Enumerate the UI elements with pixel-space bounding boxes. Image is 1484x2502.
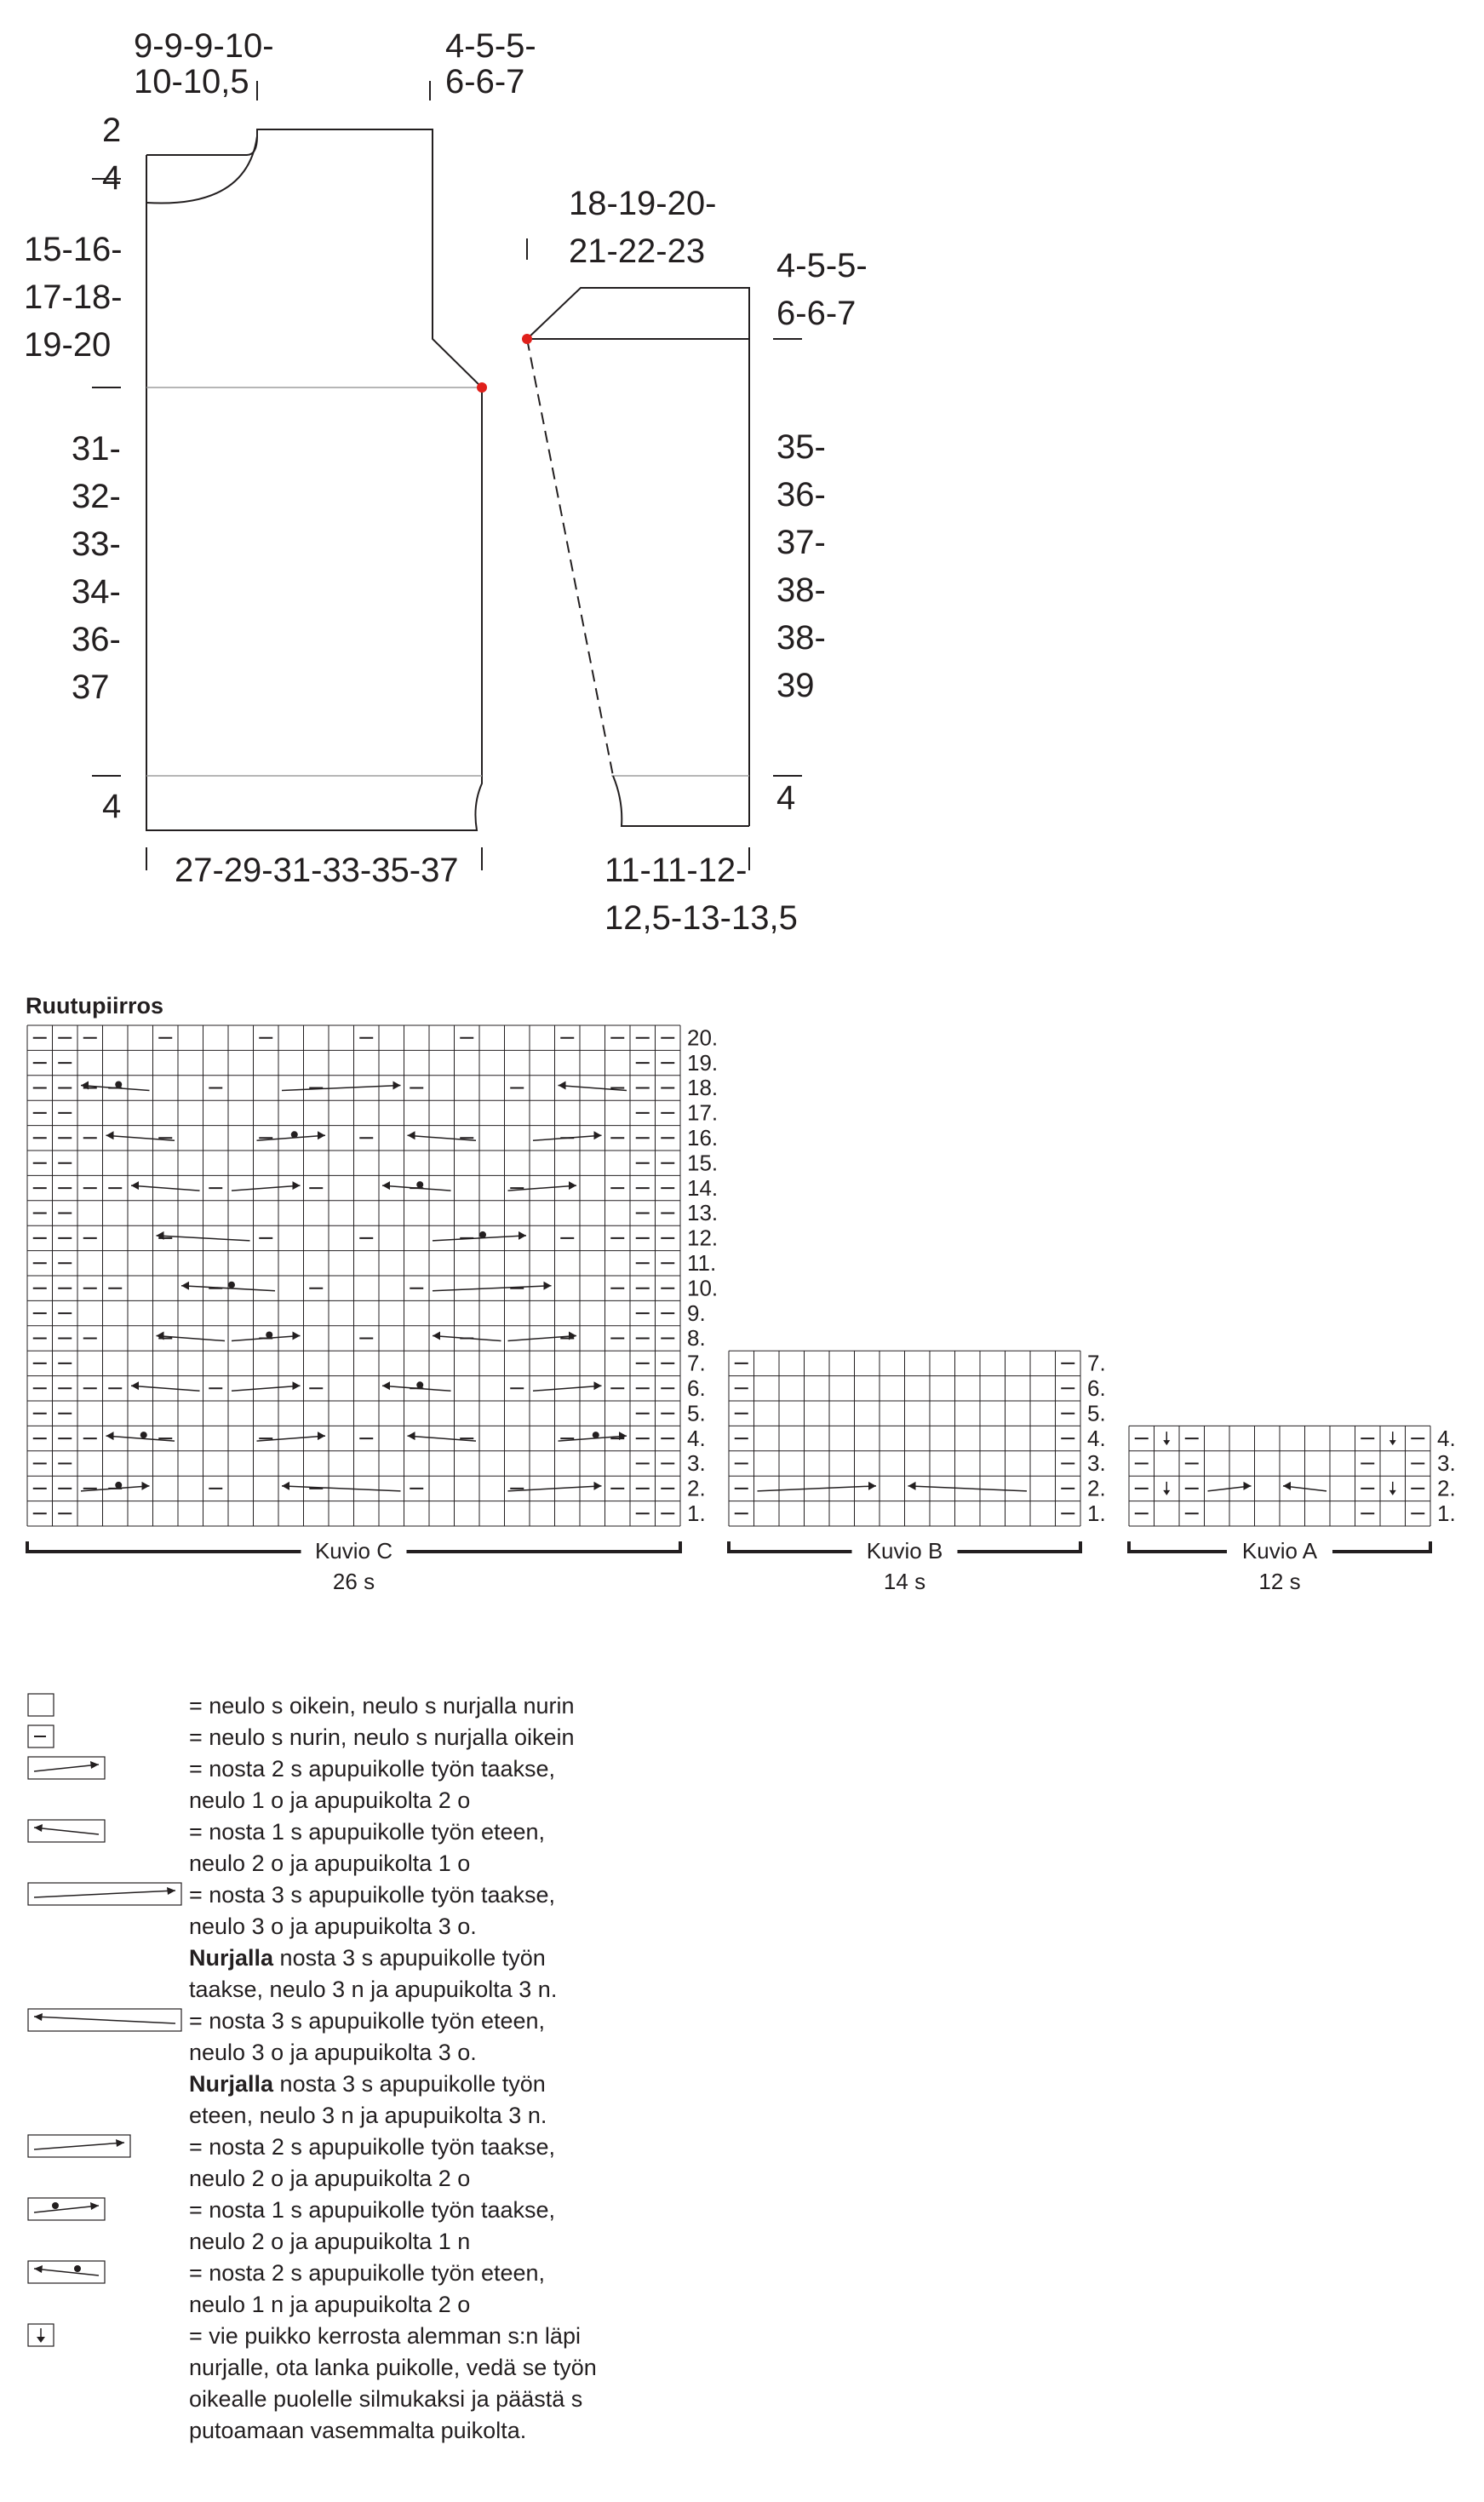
legend-description	[189, 1722, 575, 1753]
knitting-charts	[0, 988, 1484, 1686]
legend-description	[189, 2006, 547, 2132]
row-number-label: 10.	[687, 1275, 719, 1301]
purl-dot	[52, 2202, 59, 2209]
cable-arrow-head	[544, 1282, 552, 1290]
cable-arrow	[232, 1336, 301, 1341]
arrow-head	[34, 2013, 43, 2021]
sleeve-marker-dot	[522, 334, 532, 344]
legend-line: neulo 1 n ja apupuikolta 2 o	[189, 2292, 471, 2317]
chart-b	[729, 1351, 1106, 1594]
cable-arrow-head	[908, 1482, 916, 1490]
legend-description	[189, 1816, 545, 1879]
legend-line: putoamaan vasemmalta puikolta.	[189, 2418, 527, 2443]
chart-stitch-count: 14 s	[883, 1569, 926, 1594]
cable-2-front-purl-icon	[27, 2259, 107, 2287]
legend-line: = nosta 3 s apupuikolle työn taakse,	[189, 1882, 556, 1908]
cuff-width-label: 11-11-12-12,5-13-13,5	[604, 852, 798, 937]
cable-arrow-head	[519, 1231, 526, 1240]
row-number-label: 15.	[687, 1150, 719, 1176]
arrow-line	[34, 1891, 175, 1897]
arrow-line	[34, 1828, 99, 1834]
cable-arrow-head	[393, 1082, 401, 1090]
cable-arrow	[282, 1086, 401, 1091]
cable-3-front-icon	[27, 2007, 184, 2034]
legend-box	[28, 1694, 54, 1716]
legend-line: = nosta 2 s apupuikolle työn taakse,	[189, 2134, 556, 2160]
symbol-legend	[0, 1690, 851, 2499]
chart-a	[1129, 1426, 1456, 1594]
row-number-label: 6.	[1087, 1375, 1106, 1401]
legend-description	[189, 1753, 555, 1816]
row-number-label: 13.	[687, 1200, 719, 1226]
legend-line: neulo 2 o ja apupuikolta 1 o	[189, 1851, 471, 1876]
cable-arrow-head	[1283, 1482, 1291, 1490]
cable-arrow	[433, 1336, 501, 1341]
legend-line: = neulo s nurin, neulo s nurjalla oikein	[189, 1724, 575, 1750]
front-neck-curve	[146, 136, 257, 204]
cable-arrow-head	[408, 1131, 415, 1139]
legend-line	[189, 1942, 557, 1974]
cable-arrow-head	[1244, 1482, 1252, 1490]
cable-arrow-head	[293, 1332, 301, 1340]
cable-arrow-head	[181, 1282, 189, 1290]
chart-section-title: Ruutupiirros	[26, 993, 163, 1019]
chart-c	[27, 1024, 718, 1594]
cable-arrow-head	[131, 1181, 139, 1190]
arrow-head	[1389, 1490, 1396, 1495]
chart-stitch-count: 26 s	[332, 1569, 375, 1594]
neck-width-label: 9-9-9-10-10-10,5	[134, 27, 274, 100]
purl-dot	[115, 1082, 122, 1088]
purl-dot	[479, 1231, 486, 1238]
legend-line	[189, 2069, 547, 2100]
legend-line-rest: nosta 3 s apupuikolle työn	[273, 1945, 546, 1971]
row-number-label: 2.	[687, 1475, 706, 1501]
legend-line: oikealle puolelle silmukaksi ja päästä s	[189, 2386, 583, 2412]
cable-2-back-icon	[27, 1755, 107, 1782]
body-outline	[146, 129, 482, 830]
cuff-outline	[613, 776, 749, 826]
cable-arrow-head	[293, 1181, 301, 1190]
legend-description	[189, 2258, 545, 2321]
neck-depth-label: 2 4	[102, 112, 122, 197]
cable-2-back-2-icon	[27, 2133, 133, 2161]
row-number-label: 1.	[1087, 1501, 1106, 1526]
row-number-label: 5.	[1087, 1400, 1106, 1426]
cable-arrow-head	[131, 1381, 139, 1390]
arrow-head	[37, 2337, 45, 2343]
row-number-label: 4.	[1087, 1425, 1106, 1451]
cable-3-back-icon	[27, 1881, 184, 1908]
cable-arrow-head	[318, 1131, 325, 1139]
body-marker-dot	[477, 382, 487, 393]
legend-line: neulo 3 o ja apupuikolta 3 o.	[189, 1914, 477, 1939]
purl-dot	[266, 1332, 272, 1339]
cable-arrow-head	[106, 1131, 114, 1139]
legend-description	[189, 1690, 575, 1722]
cable-arrow	[382, 1386, 451, 1391]
arrow-line	[34, 2017, 175, 2023]
empty-square-icon	[27, 1692, 56, 1719]
legend-description	[189, 2195, 555, 2258]
cable-arrow-head	[408, 1432, 415, 1440]
legend-description	[189, 1879, 557, 2006]
cable-arrow	[131, 1185, 200, 1191]
legend-line: = nosta 3 s apupuikolle työn eteen,	[189, 2008, 546, 2034]
body-length-label: 31-32-33-34-36-37	[72, 430, 121, 706]
row-number-label: 12.	[687, 1225, 719, 1251]
legend-line: = nosta 1 s apupuikolle työn eteen,	[189, 1819, 546, 1845]
cable-arrow-head	[318, 1432, 325, 1440]
cable-arrow	[533, 1386, 602, 1391]
cable-arrow-head	[569, 1181, 576, 1190]
row-number-label: 2.	[1087, 1475, 1106, 1501]
legend-line: nurjalle, ota lanka puikolle, vedä se työn	[189, 2355, 597, 2380]
cable-arrow	[382, 1185, 451, 1191]
chart-name-label: Kuvio B	[866, 1538, 943, 1564]
row-number-label: 18.	[687, 1075, 719, 1101]
arrow-line	[34, 2206, 99, 2212]
garment-schematic	[0, 0, 1484, 954]
purl-dot	[291, 1131, 298, 1138]
arrow-head	[116, 2139, 124, 2147]
sleeve-cap-outline	[527, 288, 749, 339]
sleeve-length-label: 35-36-37-38-38-39	[776, 428, 826, 704]
shoulder-width-label: 4-5-5-6-6-7	[445, 27, 536, 100]
legend-line: = nosta 2 s apupuikolle työn taakse,	[189, 1756, 556, 1782]
cable-arrow-head	[433, 1332, 440, 1340]
cable-arrow-head	[559, 1082, 566, 1090]
row-number-label: 3.	[1437, 1450, 1456, 1477]
arrow-line	[34, 2269, 99, 2275]
arrow-head	[90, 2202, 99, 2210]
legend-line: = vie puikko kerrosta alemman s:n läpi	[189, 2323, 581, 2349]
body-width-label: 27-29-31-33-35-37	[175, 852, 459, 889]
row-number-label: 17.	[687, 1099, 719, 1126]
purl-dot	[74, 2265, 81, 2272]
purl-dot	[140, 1432, 147, 1438]
legend-description	[189, 2132, 555, 2195]
row-number-label: 8.	[687, 1325, 706, 1351]
row-number-label: 11.	[687, 1250, 717, 1276]
purl-dot	[228, 1282, 235, 1288]
cable-arrow-head	[594, 1131, 602, 1139]
cable-arrow-head	[594, 1482, 602, 1490]
legend-line: neulo 2 o ja apupuikolta 1 n	[189, 2229, 471, 2254]
cable-arrow-head	[282, 1482, 289, 1490]
arrow-head	[34, 1824, 43, 1832]
row-number-label: 9.	[687, 1300, 706, 1326]
cable-arrow	[908, 1486, 1028, 1491]
legend-line: neulo 1 o ja apupuikolta 2 o	[189, 1788, 471, 1813]
purl-dot	[416, 1181, 423, 1188]
cable-arrow	[758, 1486, 877, 1491]
row-number-label: 4.	[687, 1425, 706, 1451]
armhole-depth-label: 15-16-17-18-19-20	[24, 231, 123, 364]
arrow-head	[1163, 1490, 1170, 1495]
row-number-label: 2.	[1437, 1475, 1456, 1501]
chart-name-label: Kuvio C	[314, 1538, 393, 1564]
legend-line: = nosta 1 s apupuikolle työn taakse,	[189, 2197, 556, 2223]
cable-arrow-head	[868, 1482, 876, 1490]
legend-line: eteen, neulo 3 n ja apupuikolta 3 n.	[189, 2103, 547, 2128]
legend-bold-keyword: Nurjalla	[189, 1945, 274, 1971]
arrow-line	[34, 1765, 99, 1771]
row-number-label: 6.	[687, 1375, 706, 1401]
arrow-head	[34, 2265, 43, 2273]
cable-arrow	[131, 1386, 200, 1391]
arrow-head	[167, 1887, 175, 1895]
cable-arrow-head	[106, 1432, 114, 1440]
arrow-head	[1389, 1440, 1396, 1445]
legend-line: taakse, neulo 3 n ja apupuikolta 3 n.	[189, 1977, 558, 2002]
purl-dot	[416, 1381, 423, 1388]
chart-stitch-count: 12 s	[1258, 1569, 1301, 1594]
legend-line-rest: nosta 3 s apupuikolle työn	[273, 2071, 546, 2097]
cable-arrow-head	[293, 1381, 301, 1390]
row-number-label: 7.	[1087, 1350, 1106, 1376]
row-number-label: 1.	[687, 1501, 706, 1526]
sleeve-seam-dashed	[527, 339, 613, 776]
cable-1-back-purl-icon	[27, 2196, 107, 2224]
body-rib-label: 4	[102, 788, 122, 825]
row-number-label: 20.	[687, 1024, 719, 1051]
legend-line: = neulo s oikein, neulo s nurjalla nurin	[189, 1693, 575, 1719]
legend-bold-keyword: Nurjalla	[189, 2071, 274, 2097]
dash-square-icon	[27, 1724, 56, 1751]
cable-arrow-head	[382, 1181, 390, 1190]
row-number-label: 4.	[1437, 1425, 1456, 1451]
purl-dot	[593, 1432, 599, 1438]
row-number-label: 3.	[687, 1450, 706, 1477]
row-number-label: 1.	[1437, 1501, 1456, 1526]
cable-arrow	[232, 1185, 301, 1191]
cable-arrow-head	[142, 1482, 150, 1490]
legend-line: neulo 2 o ja apupuikolta 2 o	[189, 2166, 471, 2191]
arrow-head	[1163, 1440, 1170, 1445]
cable-arrow	[282, 1486, 401, 1491]
legend-description	[189, 2321, 597, 2447]
row-number-label: 14.	[687, 1174, 719, 1201]
row-number-label: 19.	[687, 1049, 719, 1076]
row-number-label: 3.	[1087, 1450, 1106, 1477]
row-number-label: 7.	[687, 1350, 706, 1376]
drop-stitch-arrow-icon	[27, 2322, 56, 2350]
sleeve-cap-height-label: 4-5-5-6-6-7	[776, 247, 868, 332]
cable-arrow	[232, 1386, 301, 1391]
legend-line: neulo 3 o ja apupuikolta 3 o.	[189, 2040, 477, 2065]
purl-dot	[115, 1482, 122, 1489]
row-number-label: 5.	[687, 1400, 706, 1426]
cable-arrow-head	[382, 1381, 390, 1390]
arrow-line	[34, 2143, 124, 2149]
row-number-label: 16.	[687, 1125, 719, 1151]
cable-arrow	[533, 1135, 602, 1140]
sleeve-rib-label: 4	[776, 779, 796, 817]
chart-name-label: Kuvio A	[1241, 1538, 1318, 1564]
legend-line: = nosta 2 s apupuikolle työn eteen,	[189, 2260, 546, 2286]
cable-1-front-icon	[27, 1818, 107, 1845]
sleeve-cap-width-label: 18-19-20-21-22-23	[569, 185, 717, 270]
arrow-head	[90, 1761, 99, 1769]
cable-arrow	[433, 1286, 552, 1291]
cable-arrow-head	[594, 1381, 602, 1390]
